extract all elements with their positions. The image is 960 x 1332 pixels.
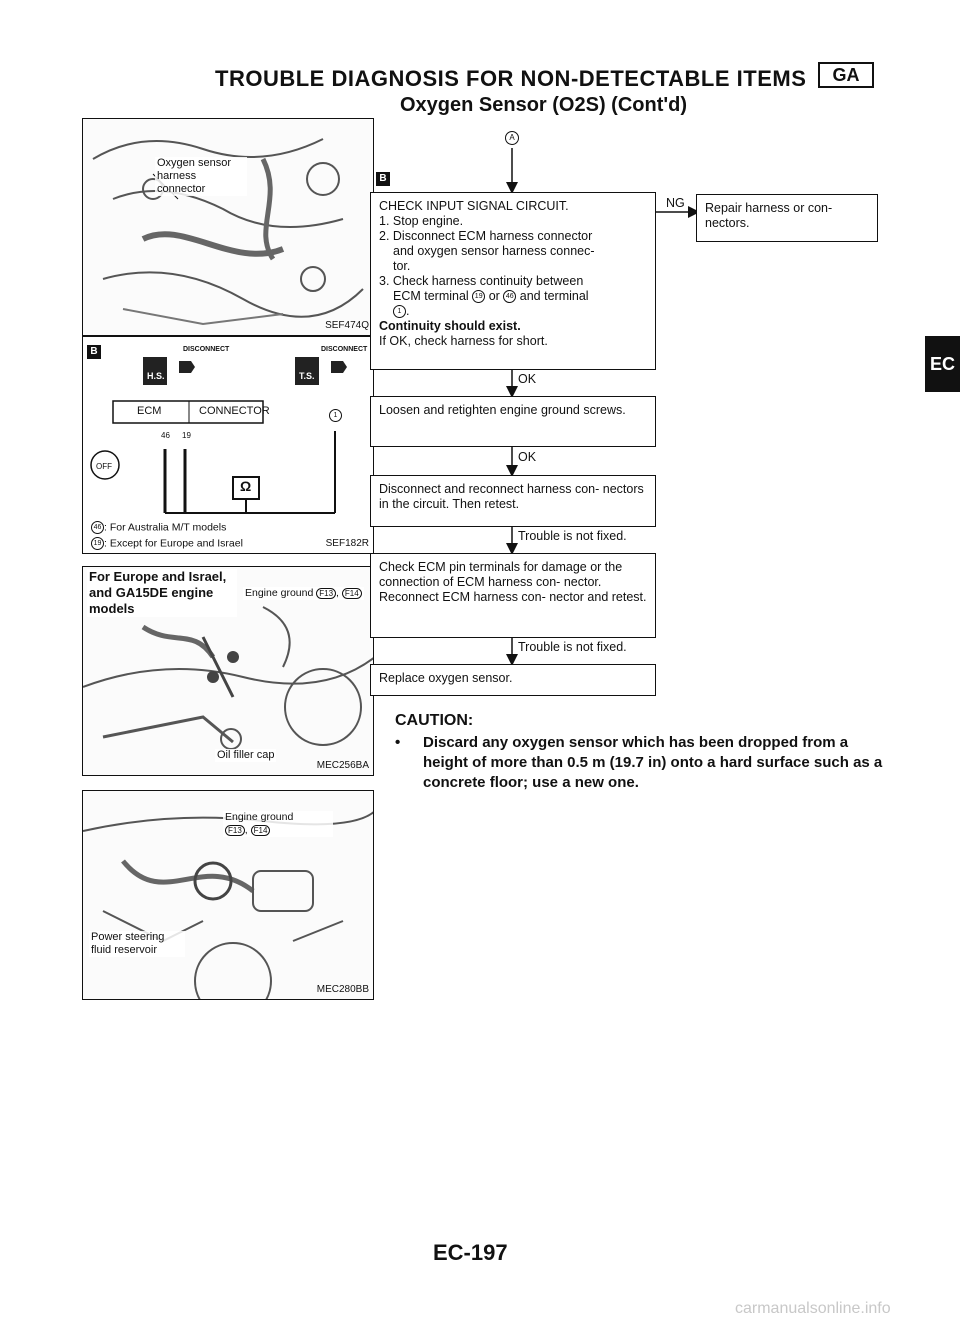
ok-label: OK bbox=[518, 372, 537, 386]
oxygen-sensor-connector-label: Oxygen sensor harness connector bbox=[155, 157, 247, 196]
ecm-label: ECM bbox=[137, 405, 162, 417]
flow-connector-a: A bbox=[505, 130, 519, 145]
not-fixed-label: Trouble is not fixed. bbox=[518, 529, 627, 543]
note-19: 19 : Except for Europe and Israel bbox=[89, 537, 245, 550]
caution-bullet: • bbox=[395, 734, 401, 751]
figure-code: SEF474Q bbox=[325, 320, 369, 331]
ts-label: T.S. bbox=[299, 371, 315, 381]
not-fixed-label: Trouble is not fixed. bbox=[518, 640, 627, 654]
step-retighten-ground: Loosen and retighten engine ground screws. bbox=[370, 396, 656, 447]
pin-19-label: 19 bbox=[182, 431, 191, 440]
note-46: 46 : For Australia M/T models bbox=[89, 521, 228, 534]
disconnect-label-hs: DISCONNECT bbox=[183, 346, 230, 353]
oil-filler-cap-label: Oil filler cap bbox=[217, 749, 275, 761]
ng-label: NG bbox=[666, 196, 685, 210]
power-steering-reservoir-label: Power steering fluid reservoir bbox=[89, 931, 185, 957]
disconnect-label-ts: DISCONNECT bbox=[321, 346, 368, 353]
figure-code: MEC256BA bbox=[316, 760, 369, 771]
terminal-1-label: 1 bbox=[327, 409, 344, 422]
engine-badge: GA bbox=[818, 62, 874, 88]
figure-title: For Europe and Israel, and GA15DE engine models bbox=[87, 569, 237, 617]
figure-code: SEF182R bbox=[325, 538, 369, 549]
step-check-ecm-pins: Check ECM pin terminals for damage or the connection of ECM harness con- nector. Reconnect ECM harness con- nector and retest. bbox=[370, 553, 656, 638]
watermark: carmanualsonline.info bbox=[735, 1300, 891, 1317]
figure-code: MEC280BB bbox=[316, 984, 369, 995]
page-number: EC-197 bbox=[433, 1240, 508, 1265]
caution-text: Discard any oxygen sensor which has been dropped from a height of more than 0.5 m (19.7 in) onto a hard surface such as a concrete floor; use a new one. bbox=[423, 734, 883, 791]
ohmmeter-icon: Ω bbox=[240, 478, 252, 494]
step-check-input-signal: CHECK INPUT SIGNAL CIRCUIT. 1. Stop engine. 2. Disconnect ECM harness connector and oxygen sensor harness connec- tor. 3. Check harness continuity between ECM terminal 19 or 46 and terminal 1 . Continuity should exist. If OK, check harness for short. bbox=[370, 192, 656, 370]
engine-ground-label: Engine ground F13 , F14 bbox=[223, 811, 333, 837]
flow-marker-b: B bbox=[87, 345, 101, 359]
ok-label: OK bbox=[518, 450, 537, 464]
connector-label: CONNECTOR bbox=[199, 405, 270, 417]
flow-marker-b: B bbox=[376, 172, 390, 186]
section-tab: EC bbox=[925, 336, 960, 392]
step-replace-sensor: Replace oxygen sensor. bbox=[370, 664, 656, 696]
step-reconnect-harness: Disconnect and reconnect harness con- nectors in the circuit. Then retest. bbox=[370, 475, 656, 527]
page-subtitle: Oxygen Sensor (O2S) (Cont'd) bbox=[400, 94, 688, 116]
caution-block bbox=[395, 712, 895, 793]
engine-ground-label: Engine ground F13 , F14 bbox=[243, 587, 364, 600]
ignition-off-icon: OFF bbox=[96, 462, 112, 471]
page-title: TROUBLE DIAGNOSIS FOR NON-DETECTABLE ITEMS bbox=[215, 66, 807, 91]
step-repair-harness: Repair harness or con- nectors. bbox=[696, 194, 878, 242]
pin-46-label: 46 bbox=[161, 431, 170, 440]
caution-title: CAUTION: bbox=[395, 712, 474, 729]
hs-label: H.S. bbox=[147, 371, 165, 381]
